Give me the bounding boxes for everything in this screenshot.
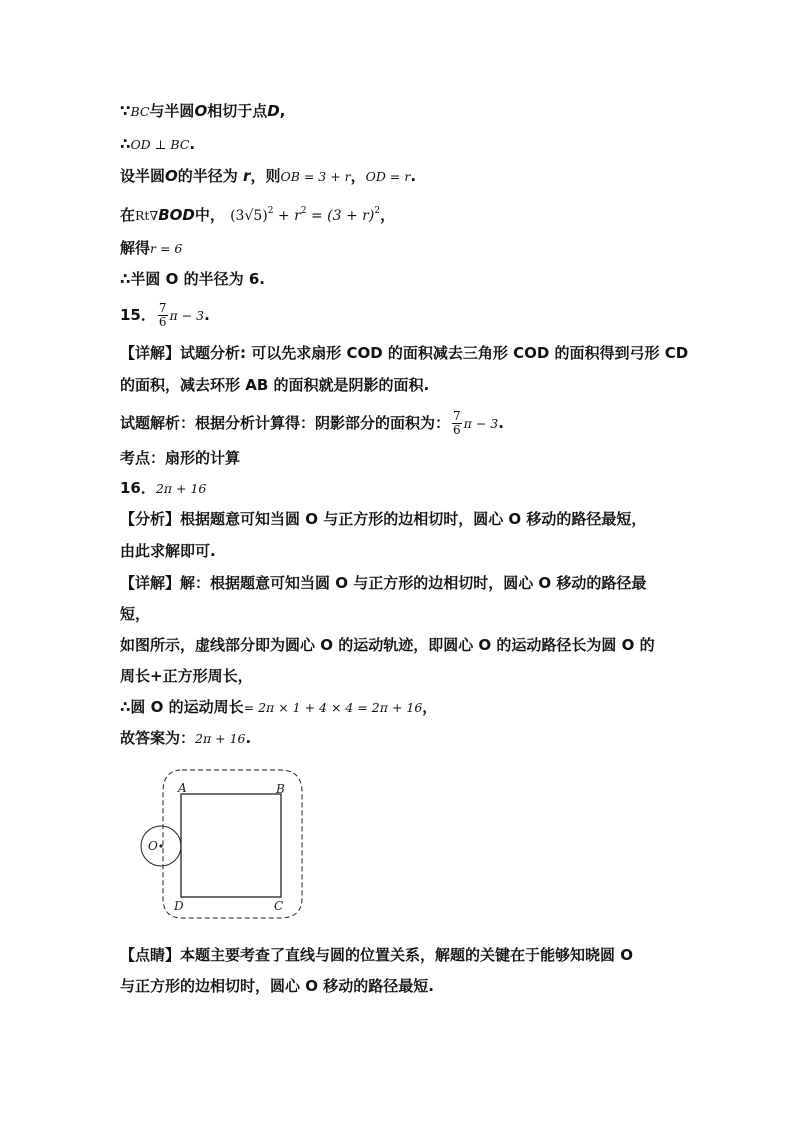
line-16: 短， — [120, 605, 151, 623]
line-11: 考点：扇形的计算 — [120, 449, 241, 467]
text: D — [267, 102, 280, 120]
text: 的半径为 — [177, 167, 238, 185]
text: . — [498, 414, 504, 432]
math: = 2π × 1 + 4 × 4 = 2π + 16 — [243, 700, 423, 715]
line-8: 【详解】试题分析: 可以先求扇形 COD 的面积减去三角形 COD 的面积得到弓形 CD — [120, 344, 689, 362]
line-18: 周长+正方形周长， — [120, 667, 253, 685]
line-19 — [120, 697, 437, 718]
line-17: 如图所示，虚线部分即为圆心 O 的运动轨迹，即圆心 O 的运动路径长为圆 O 的 — [120, 636, 655, 654]
line-10 — [120, 410, 504, 437]
text: . — [245, 729, 252, 747]
text: 在 — [120, 206, 136, 224]
text: ， — [422, 698, 438, 716]
text: 解得 — [120, 239, 151, 257]
text: . — [204, 306, 210, 324]
text: O — [194, 102, 208, 120]
line-13: 【分析】根据题意可知当圆 O 与正方形的边相切时，圆心 O 移动的路径最短， — [120, 510, 647, 528]
text: BOD — [158, 206, 195, 224]
line-15: 【详解】解：根据题意可知当圆 O 与正方形的边相切时，圆心 O 移动的路径最 — [120, 574, 647, 592]
text: ， — [380, 206, 396, 224]
text: ∵ — [120, 102, 131, 120]
math: 2 — [374, 206, 381, 216]
label-b: B — [276, 782, 285, 796]
line-5 — [120, 238, 182, 259]
line-2 — [120, 134, 195, 155]
line-22: 与正方形的边相切时，圆心 O 移动的路径最短. — [120, 977, 434, 995]
text: 相切于点 — [207, 102, 268, 120]
math: OD = r — [365, 169, 411, 184]
text: O — [165, 167, 178, 185]
center-o — [159, 844, 162, 847]
math: OD ⊥ BC — [130, 137, 190, 152]
text: , — [279, 102, 286, 120]
line-21: 【点睛】本题主要考查了直线与圆的位置关系，解题的关键在于能够知晓圆 O — [120, 946, 633, 964]
label-d: D — [174, 899, 184, 913]
math: π − 3 — [169, 308, 205, 323]
square-path-figure — [130, 765, 320, 930]
text: r — [243, 167, 251, 185]
label-c: C — [274, 899, 284, 913]
math: 2 — [267, 206, 274, 216]
numerator: 7 — [453, 409, 461, 423]
line-6: ∴半圆 O 的半径为 6. — [120, 270, 265, 288]
math: 2 — [300, 206, 307, 216]
line-9: 的面积，减去环形 AB 的面积就是阴影的面积. — [120, 376, 430, 394]
text: 试题解析：根据分析计算得：阴影部分的面积为： — [120, 414, 451, 432]
text: ，则 — [250, 167, 281, 185]
math: π − 3 — [463, 416, 499, 431]
text: ∴ — [120, 135, 131, 153]
label-o: O — [148, 839, 158, 853]
text: ∴圆 O 的运动周长 — [120, 698, 244, 716]
line-1 — [120, 101, 285, 122]
math: (3√5) — [230, 208, 268, 224]
line-20 — [120, 728, 251, 749]
math: 2π + 16 — [155, 481, 207, 496]
label-a: A — [178, 781, 187, 795]
fraction — [452, 410, 462, 437]
line-7 — [120, 302, 210, 329]
line-14: 由此求解即可. — [120, 542, 216, 560]
math: r = 6 — [150, 241, 183, 256]
text: 中， — [194, 206, 225, 224]
question-number: 15． — [120, 306, 156, 324]
math: BC — [130, 104, 150, 119]
fraction — [158, 302, 168, 329]
text: ， — [350, 167, 366, 185]
text: 与半圆 — [149, 102, 195, 120]
line-3 — [120, 166, 416, 187]
denominator: 6 — [158, 315, 167, 329]
math: Rt∇ — [135, 208, 159, 223]
text: 故答案为： — [120, 729, 196, 747]
line-4 — [120, 201, 395, 226]
question-number: 16． — [120, 479, 156, 497]
square-abcd — [181, 794, 281, 897]
math: 2π + 16 — [195, 731, 246, 746]
numerator: 7 — [158, 301, 167, 315]
denominator: 6 — [453, 423, 461, 437]
equation — [230, 208, 380, 224]
math: = (3 + r) — [306, 208, 375, 224]
math: OB = 3 + r — [280, 169, 351, 184]
math: + r — [273, 208, 301, 224]
text: . — [410, 167, 417, 185]
line-12 — [120, 478, 206, 499]
text: 设半圆 — [120, 167, 166, 185]
text: . — [189, 135, 196, 153]
